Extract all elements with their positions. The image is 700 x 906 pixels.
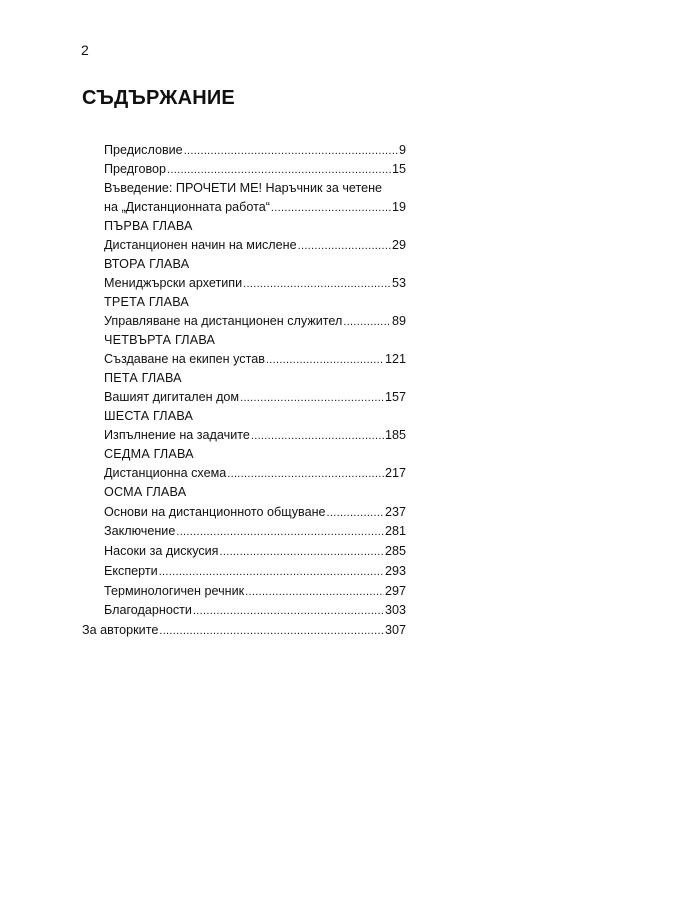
toc-entry-title: Мениджърски архетипи xyxy=(104,276,243,290)
toc-entry-intro-line1[interactable]: Въведение: ПРОЧЕТИ МЕ! Наръчник за четене xyxy=(104,181,383,195)
toc-entry-chapter-3[interactable] xyxy=(104,313,406,330)
toc-entry-intro[interactable] xyxy=(104,199,406,216)
toc-entry-chapter-4[interactable] xyxy=(104,351,406,368)
chapter-label-5: ПЕТА ГЛАВА xyxy=(104,371,182,385)
dot-leader xyxy=(266,352,384,368)
dot-leader xyxy=(159,623,384,639)
dot-leader xyxy=(251,428,384,444)
toc-entry-chapter-6[interactable] xyxy=(104,427,406,444)
chapter-label-7: СЕДМА ГЛАВА xyxy=(104,447,194,461)
toc-entry-foreword[interactable] xyxy=(104,161,406,178)
toc-entry-page: 29 xyxy=(391,238,406,252)
dot-leader xyxy=(240,390,384,406)
toc-entry-page: 89 xyxy=(391,314,406,328)
dot-leader xyxy=(243,276,391,292)
dot-leader xyxy=(298,238,391,254)
toc-entry-thanks[interactable] xyxy=(104,602,406,619)
toc-entry-experts[interactable] xyxy=(104,563,406,580)
toc-entry-page: 293 xyxy=(384,564,406,578)
dot-leader xyxy=(327,505,384,521)
dot-leader xyxy=(271,200,391,216)
toc-entry-title: Насоки за дискусия xyxy=(104,544,219,558)
dot-leader xyxy=(220,544,384,560)
toc-entry-title: Управляване на дистанционен служител xyxy=(104,314,343,328)
toc-entry-page: 237 xyxy=(384,505,406,519)
toc-entry-title: Дистанционен начин на мислене xyxy=(104,238,297,252)
chapter-label-3: ТРЕТА ГЛАВА xyxy=(104,295,190,309)
dot-leader xyxy=(167,162,391,178)
toc-entry-title: Дистанционна схема xyxy=(104,466,227,480)
dot-leader xyxy=(193,603,384,619)
chapter-label-6: ШЕСТА ГЛАВА xyxy=(104,409,194,423)
toc-entry-page: 19 xyxy=(391,200,406,214)
chapter-label-8: ОСМА ГЛАВА xyxy=(104,485,187,499)
toc-entry-title: Създаване на екипен устав xyxy=(104,352,265,366)
toc-entry-chapter-5[interactable] xyxy=(104,389,406,406)
toc-entry-title: Изпълнение на задачите xyxy=(104,428,250,442)
toc-entry-page: 185 xyxy=(384,428,406,442)
dot-leader xyxy=(176,524,384,540)
toc-entry-page: 303 xyxy=(384,603,406,617)
toc-entry-title: Терминологичен речник xyxy=(104,584,245,598)
toc-entry-title: Предговор xyxy=(104,162,167,176)
toc-entry-page: 307 xyxy=(384,623,406,637)
chapter-label-2: ВТОРА ГЛАВА xyxy=(104,257,190,271)
toc-entry-page: 15 xyxy=(391,162,406,176)
toc-entry-page: 157 xyxy=(384,390,406,404)
toc-entry-title: За авторките xyxy=(82,623,159,637)
page-number: 2 xyxy=(81,42,89,58)
toc-entry-title: Благодарности xyxy=(104,603,192,617)
toc-entry-authors[interactable] xyxy=(82,622,406,639)
chapter-label-4: ЧЕТВЪРТА ГЛАВА xyxy=(104,333,216,347)
toc-entry-chapter-7[interactable] xyxy=(104,465,406,482)
toc-entry-glossary[interactable] xyxy=(104,583,406,600)
toc-entry-discussion[interactable] xyxy=(104,543,406,560)
dot-leader xyxy=(159,564,384,580)
dot-leader xyxy=(245,584,384,600)
toc-entry-title: Основи на дистанционното общуване xyxy=(104,505,326,519)
toc-entry-title: Вашият дигитален дом xyxy=(104,390,240,404)
toc-entry-chapter-2[interactable] xyxy=(104,275,406,292)
page-title: СЪДЪРЖАНИЕ xyxy=(82,87,235,109)
toc-entry-conclusion[interactable] xyxy=(104,523,406,540)
dot-leader xyxy=(184,143,398,159)
toc-entry-chapter-1[interactable] xyxy=(104,237,406,254)
dot-leader xyxy=(343,314,391,330)
toc-entry-page: 121 xyxy=(384,352,406,366)
toc-entry-page: 285 xyxy=(384,544,406,558)
toc-entry-preface[interactable] xyxy=(104,142,406,159)
toc-entry-page: 281 xyxy=(384,524,406,538)
toc-entry-page: 297 xyxy=(384,584,406,598)
toc-entry-page: 217 xyxy=(384,466,406,480)
toc-entry-title: на „Дистанционната работа“ xyxy=(104,200,270,214)
toc-entry-title: Заключение xyxy=(104,524,176,538)
chapter-label-1: ПЪРВА ГЛАВА xyxy=(104,219,193,233)
toc-entry-title: Предисловие xyxy=(104,143,183,157)
toc-entry-page: 53 xyxy=(391,276,406,290)
dot-leader xyxy=(227,466,384,482)
toc-entry-page: 9 xyxy=(398,143,406,157)
toc-entry-chapter-8[interactable] xyxy=(104,504,406,521)
toc-entry-title: Експерти xyxy=(104,564,158,578)
